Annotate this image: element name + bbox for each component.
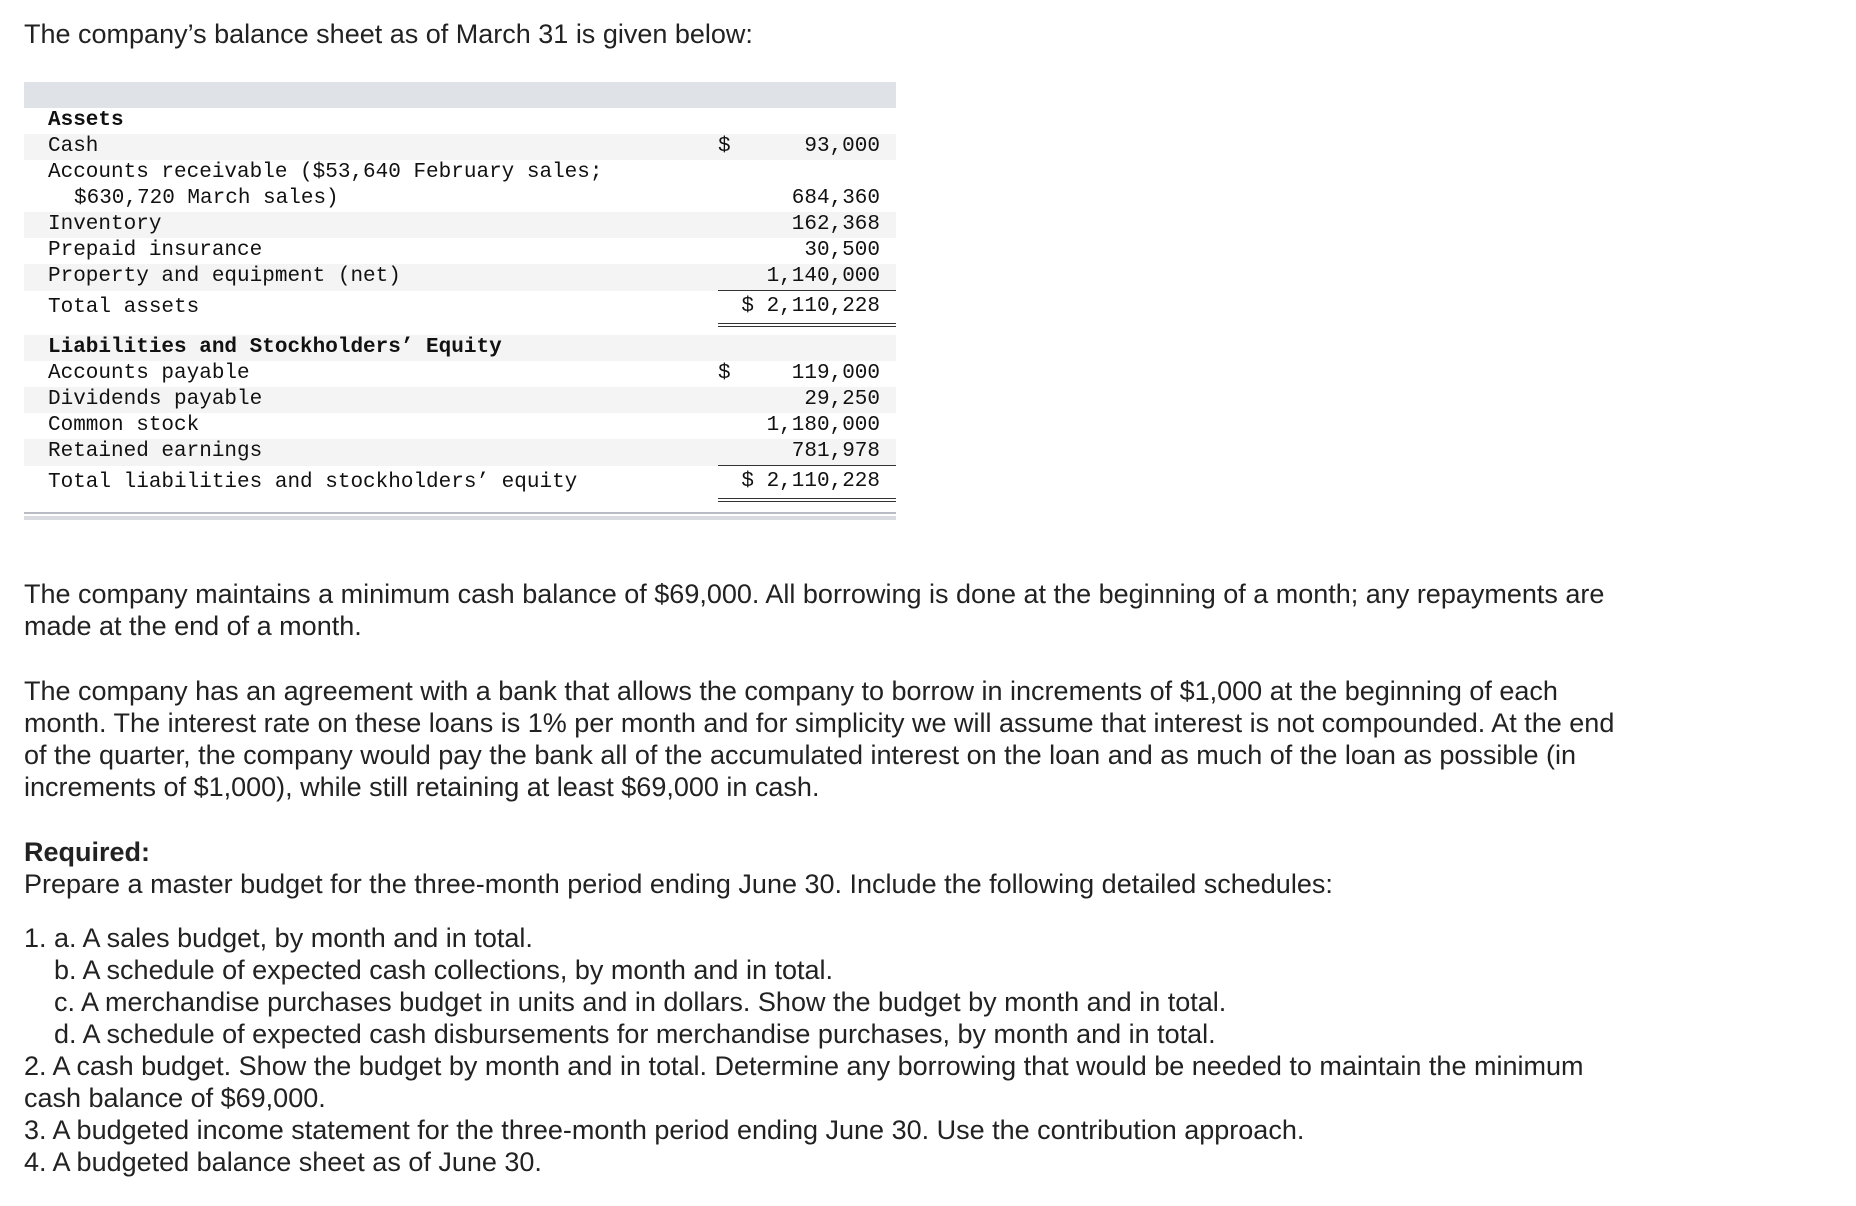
list-item: d. A schedule of expected cash disbursements for merchandise purchases, by month and in total. [54,1019,1216,1049]
table-row: Common stock 1,180,000 [48,414,880,437]
required-title: Required: [24,837,151,867]
list-item: b. A schedule of expected cash collections, by month and in total. [54,955,833,985]
table-row: Inventory 162,368 [24,212,896,238]
total-assets-row [24,291,896,326]
balance-sheet-footer-rule [24,512,896,524]
table-row: Cash $ 93,000 [24,134,896,160]
total-liabilities-row [24,466,896,501]
table-row: Accounts receivable ($53,640 February sales; [48,161,603,184]
min-cash-paragraph: The company maintains a minimum cash balance of $69,000. All borrowing is done at the beginning of a month; any repayments are made at the end of a month. [24,579,1605,641]
list-item: 3. A budgeted income statement for the three-month period ending June 30. Use the contribution approach. [24,1115,1305,1145]
balance-sheet-table [24,108,896,502]
balance-sheet-header-bar [24,82,896,108]
liabilities-heading: Liabilities and Stockholders’ Equity [24,335,718,361]
table-row: Dividends payable 29,250 [24,387,896,413]
table-row: Retained earnings 781,978 [24,439,896,466]
list-item: c. A merchandise purchases budget in units and in dollars. Show the budget by month and in total. [54,987,1227,1017]
table-row: Accounts payable $ 119,000 [48,362,880,385]
table-row: Property and equipment (net) 1,140,000 [24,264,896,291]
table-row: Prepaid insurance 30,500 [48,239,880,262]
list-item: 1. a. A sales budget, by month and in total. [24,923,533,953]
table-row: $630,720 March sales) 684,360 [74,187,880,210]
requirements-list [24,922,1624,1178]
total-assets-label: Total assets [48,295,200,319]
total-assets-amount: $ 2,110,228 [718,291,896,326]
bank-agreement-paragraph: The company has an agreement with a bank that allows the company to borrow in increments of $1,000 at the beginning of each month. The interest rate on these loans is 1% per month and for simplicity we will assume that interest is not compounded. At the end of the quarter, the company would pay the bank all of the accumulated interest on the loan and as much of the loan as possible (in increments of $1,000), while still retaining at least $69,000 in cash. [24,676,1615,802]
intro-text: The company’s balance sheet as of March 31 is given below: [24,19,753,49]
balance-sheet [24,82,896,524]
assets-heading: Assets [48,109,124,132]
list-item: 2. A cash budget. Show the budget by month and in total. Determine any borrowing that would be needed to maintain the minimum cash balance of $69,000. [24,1051,1584,1113]
list-item: 4. A budgeted balance sheet as of June 30. [24,1147,542,1177]
required-text: Prepare a master budget for the three-month period ending June 30. Include the following detailed schedules: [24,869,1333,899]
assets-heading-row [24,108,896,134]
liabilities-heading-row [24,335,896,361]
total-liabilities-amount: $ 2,110,228 [718,466,896,501]
required-section [24,836,1624,900]
total-liabilities-label: Total liabilities and stockholders’ equity [48,470,578,494]
